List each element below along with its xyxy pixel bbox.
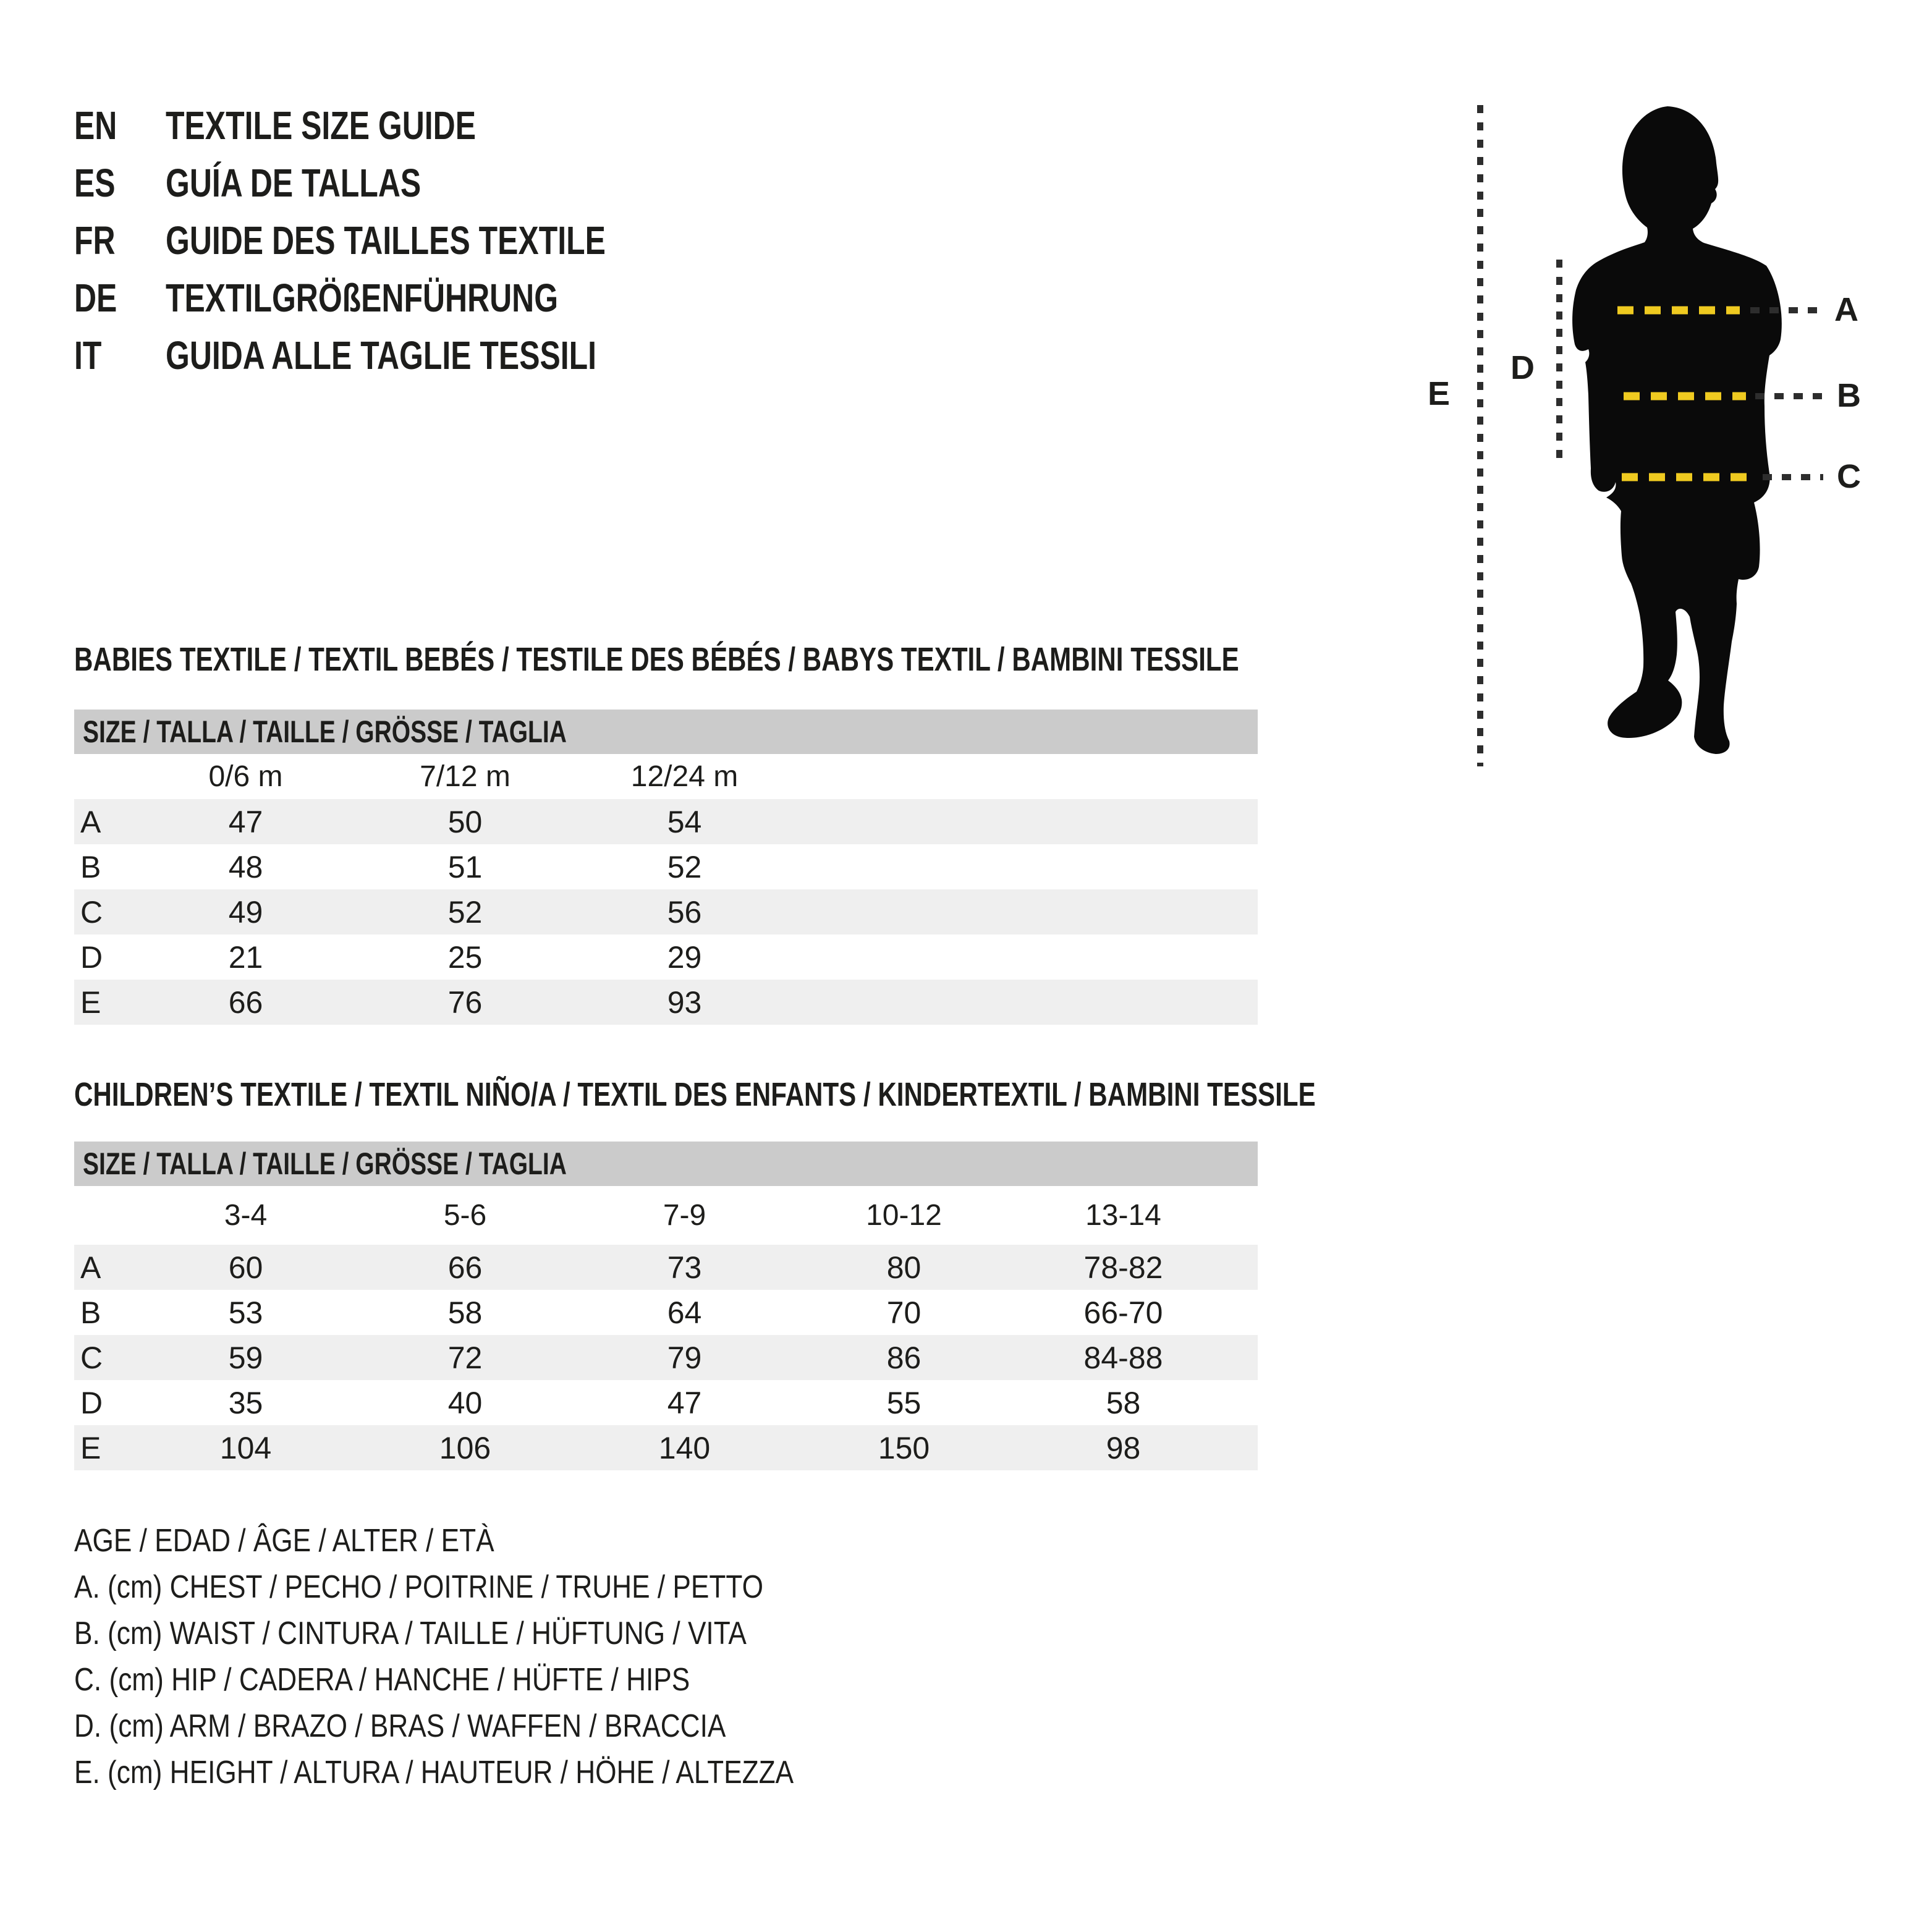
value-cell: 52	[447, 894, 483, 930]
value-cell: 66-70	[1083, 1295, 1163, 1330]
measure-label-c: C	[1837, 458, 1861, 495]
legend-arm-line: D. (cm) ARM / BRAZO / BRAS / WAFFEN / BRACCIA	[74, 1708, 726, 1744]
row-label-cell: B	[80, 849, 101, 884]
measure-label-e: E	[1428, 375, 1451, 412]
children-column-7-9: 7-9	[663, 1199, 706, 1232]
children-table-rows	[74, 1245, 1258, 1470]
page-title-it: GUIDA ALLE TAGLIE TESSILI	[166, 333, 597, 378]
child-silhouette-figure	[1409, 93, 1910, 785]
value-cell: 49	[228, 894, 263, 930]
legend-height-line: E. (cm) HEIGHT / ALTURA / HAUTEUR / HÖHE / ALTEZZA	[74, 1754, 794, 1790]
measure-label-a: A	[1834, 291, 1858, 328]
table-row-e	[74, 1425, 1258, 1470]
value-cell: 35	[228, 1385, 263, 1420]
page-title-de: TEXTILGRÖßENFÜHRUNG	[166, 275, 559, 320]
row-label-cell: A	[80, 1250, 101, 1285]
babies-table-rows	[74, 799, 1258, 1025]
value-cell: 59	[228, 1340, 263, 1375]
children-column-5-6: 5-6	[443, 1199, 487, 1232]
value-cell: 106	[439, 1430, 491, 1465]
language-code-fr: FR	[74, 218, 116, 263]
table-row-a	[74, 799, 1258, 844]
value-cell: 98	[1106, 1430, 1141, 1465]
value-cell: 21	[228, 939, 263, 975]
legend-waist-line: B. (cm) WAIST / CINTURA / TAILLE / HÜFTUNG / VITA	[74, 1615, 747, 1651]
child-silhouette	[1572, 106, 1782, 754]
table-row-e	[74, 980, 1258, 1025]
children-size-header-bar: SIZE / TALLA / TAILLE / GRÖSSE / TAGLIA	[74, 1142, 1258, 1186]
value-cell: 51	[447, 849, 483, 884]
table-row-c	[74, 1335, 1258, 1380]
babies-size-table	[74, 710, 1258, 1025]
babies-column-12-24m: 12/24 m	[630, 760, 739, 793]
table-row-a	[74, 1245, 1258, 1290]
table-row-b	[74, 844, 1258, 889]
value-cell: 52	[667, 849, 702, 884]
language-code-it: IT	[74, 333, 102, 378]
value-cell: 84-88	[1083, 1340, 1163, 1375]
value-cell: 47	[228, 804, 263, 839]
language-row-es	[74, 154, 730, 211]
babies-size-header-bar: SIZE / TALLA / TAILLE / GRÖSSE / TAGLIA	[74, 710, 1258, 754]
row-label-cell: C	[80, 1340, 103, 1375]
page-title-en: TEXTILE SIZE GUIDE	[166, 103, 477, 148]
value-cell: 150	[878, 1430, 930, 1465]
language-title-list	[74, 96, 730, 384]
language-row-en	[74, 96, 730, 154]
language-code-en: EN	[74, 103, 117, 148]
row-label-cell: D	[80, 939, 103, 975]
row-label-cell: B	[80, 1295, 101, 1330]
value-cell: 48	[228, 849, 263, 884]
row-label-cell: A	[80, 804, 101, 839]
table-row-d	[74, 934, 1258, 980]
row-label-cell: D	[80, 1385, 103, 1420]
value-cell: 56	[667, 894, 702, 930]
babies-column-7-12m: 7/12 m	[420, 760, 511, 793]
value-cell: 140	[658, 1430, 711, 1465]
row-label-cell: E	[80, 985, 101, 1020]
page-title-fr: GUIDE DES TAILLES TEXTILE	[166, 218, 606, 263]
value-cell: 73	[667, 1250, 702, 1285]
children-column-13-14: 13-14	[1085, 1199, 1161, 1232]
value-cell: 50	[447, 804, 483, 839]
babies-column-0-6m: 0/6 m	[208, 760, 283, 793]
legend-hip-line: C. (cm) HIP / CADERA / HANCHE / HÜFTE / HIPS	[74, 1661, 690, 1698]
value-cell: 29	[667, 939, 702, 975]
measure-label-b: B	[1837, 377, 1861, 414]
table-row-b	[74, 1290, 1258, 1335]
row-label-cell: E	[80, 1430, 101, 1465]
children-column-10-12: 10-12	[866, 1199, 942, 1232]
table-row-d	[74, 1380, 1258, 1425]
page-title-es: GUÍA DE TALLAS	[166, 160, 422, 205]
value-cell: 93	[667, 985, 702, 1020]
value-cell: 66	[228, 985, 263, 1020]
value-cell: 58	[1106, 1385, 1141, 1420]
value-cell: 53	[228, 1295, 263, 1330]
legend-chest-line: A. (cm) CHEST / PECHO / POITRINE / TRUHE / PETTO	[74, 1569, 763, 1605]
measurement-legend	[74, 1517, 921, 1795]
babies-column-header-row	[74, 754, 1258, 799]
value-cell: 78-82	[1083, 1250, 1163, 1285]
children-column-3-4: 3-4	[224, 1199, 268, 1232]
value-cell: 64	[667, 1295, 702, 1330]
value-cell: 70	[886, 1295, 922, 1330]
value-cell: 40	[447, 1385, 483, 1420]
row-label-cell: C	[80, 894, 103, 930]
value-cell: 79	[667, 1340, 702, 1375]
value-cell: 66	[447, 1250, 483, 1285]
language-row-it	[74, 326, 730, 384]
value-cell: 72	[447, 1340, 483, 1375]
language-row-fr	[74, 211, 730, 269]
value-cell: 76	[447, 985, 483, 1020]
babies-section-title: BABIES TEXTILE / TEXTIL BEBÉS / TESTILE DES BÉBÉS / BABYS TEXTIL / BAMBINI TESSILE	[74, 641, 1239, 678]
value-cell: 58	[447, 1295, 483, 1330]
value-cell: 60	[228, 1250, 263, 1285]
value-cell: 104	[219, 1430, 272, 1465]
table-row-c	[74, 889, 1258, 934]
language-code-de: DE	[74, 275, 117, 320]
children-size-table	[74, 1142, 1258, 1470]
children-column-header-row	[74, 1186, 1258, 1245]
value-cell: 80	[886, 1250, 922, 1285]
value-cell: 55	[886, 1385, 922, 1420]
legend-age-line: AGE / EDAD / ÂGE / ALTER / ETÀ	[74, 1522, 494, 1559]
measure-label-d: D	[1510, 349, 1535, 386]
value-cell: 54	[667, 804, 702, 839]
children-section-title: CHILDREN’S TEXTILE / TEXTIL NIÑO/A / TEXTIL DES ENFANTS / KINDERTEXTIL / BAMBINI TESSILE	[74, 1076, 1316, 1113]
value-cell: 25	[447, 939, 483, 975]
language-code-es: ES	[74, 160, 116, 205]
value-cell: 47	[667, 1385, 702, 1420]
value-cell: 86	[886, 1340, 922, 1375]
language-row-de	[74, 269, 730, 326]
